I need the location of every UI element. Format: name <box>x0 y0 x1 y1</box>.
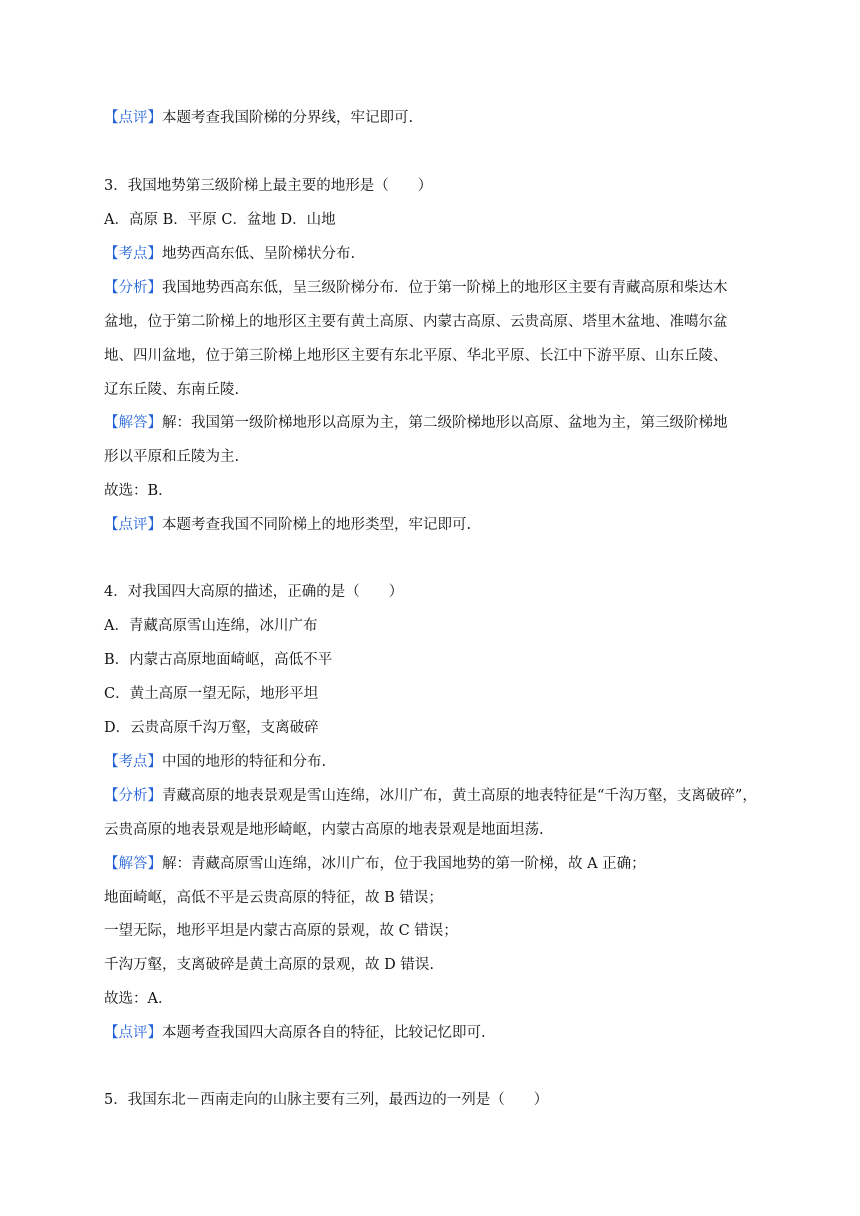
answer-tag: 【解答】 <box>104 415 162 431</box>
q4-answer-line: 一望无际，地形平坦是内蒙古高原的景观，故 C 错误； <box>104 923 458 939</box>
q3-answer-line: 形以平原和丘陵为主. <box>104 449 240 465</box>
analysis-tag: 【分析】 <box>104 280 162 296</box>
q4-option-b: B．内蒙古高原地面崎岖，高低不平 <box>104 652 333 668</box>
q3-answer-line <box>104 413 800 433</box>
q4-choice: 故选：A． <box>104 991 173 1007</box>
analysis-tag: 【分析】 <box>104 788 162 804</box>
q4-analysis-line: 云贵高原的地表景观是地形崎岖，内蒙古高原的地表景观是地面坦荡. <box>104 822 544 838</box>
q3-choice: 故选：B． <box>104 483 173 499</box>
q3-analysis-line: 盆地，位于第二阶梯上的地形区主要有黄土高原、内蒙古高原、云贵高原、塔里木盆地、准噶尔盆 <box>104 314 728 330</box>
point-tag: 【考点】 <box>104 754 162 770</box>
q3-question: 3．我国地势第三级阶梯上最主要的地形是（ ） <box>104 178 433 194</box>
q4-option-c: C．黄土高原一望无际，地形平坦 <box>104 686 319 702</box>
q3-review <box>104 515 800 535</box>
answer-text: 解：青藏高原雪山连绵，冰川广布，位于我国地势的第一阶梯，故 A 正确； <box>162 856 646 872</box>
q4-answer-line: 地面崎岖，高低不平是云贵高原的特征，故 B 错误； <box>104 890 443 906</box>
review-tag: 【点评】 <box>104 110 162 126</box>
q2-review <box>104 108 800 128</box>
answer-tag: 【解答】 <box>104 856 162 872</box>
q4-option-d: D．云贵高原千沟万壑，支离破碎 <box>104 720 319 736</box>
q3-analysis-line: 地、四川盆地，位于第三阶梯上地形区主要有东北平原、华北平原、长江中下游平原、山东丘陵、 <box>104 348 728 364</box>
q4-answer-line: 千沟万壑，支离破碎是黄土高原的景观，故 D 错误. <box>104 957 434 973</box>
answer-text: 解：我国第一级阶梯地形以高原为主，第二级阶梯地形以高原、盆地为主，第三级阶梯地 <box>162 415 728 431</box>
q3-options: A．高原 B．平原 C．盆地 D．山地 <box>104 212 336 228</box>
q5-question: 5．我国东北－西南走向的山脉主要有三列，最西边的一列是（ ） <box>104 1092 549 1108</box>
q3-point <box>104 244 800 264</box>
q4-point <box>104 752 800 772</box>
q4-review <box>104 1023 800 1043</box>
review-text: 本题考查我国阶梯的分界线，牢记即可. <box>162 110 414 126</box>
analysis-text: 我国地势西高东低，呈三级阶梯分布．位于第一阶梯上的地形区主要有青藏高原和柴达木 <box>162 280 728 296</box>
review-text: 本题考查我国不同阶梯上的地形类型，牢记即可. <box>162 517 472 533</box>
q4-answer-line <box>104 854 800 874</box>
analysis-text: 青藏高原的地表景观是雪山连绵，冰川广布，黄土高原的地表特征是“千沟万壑，支离破碎”， <box>162 788 757 804</box>
review-tag: 【点评】 <box>104 517 162 533</box>
review-tag: 【点评】 <box>104 1025 162 1041</box>
q3-analysis-line: 辽东丘陵、东南丘陵. <box>104 382 240 398</box>
point-text: 地势西高东低、呈阶梯状分布. <box>162 246 356 262</box>
q4-option-a: A．青藏高原雪山连绵，冰川广布 <box>104 618 318 634</box>
q4-question: 4．对我国四大高原的描述，正确的是（ ） <box>104 584 404 600</box>
point-tag: 【考点】 <box>104 246 162 262</box>
q3-analysis-line <box>104 278 800 298</box>
point-text: 中国的地形的特征和分布. <box>162 754 327 770</box>
q4-analysis-line <box>104 786 800 806</box>
review-text: 本题考查我国四大高原各自的特征，比较记忆即可. <box>162 1025 486 1041</box>
